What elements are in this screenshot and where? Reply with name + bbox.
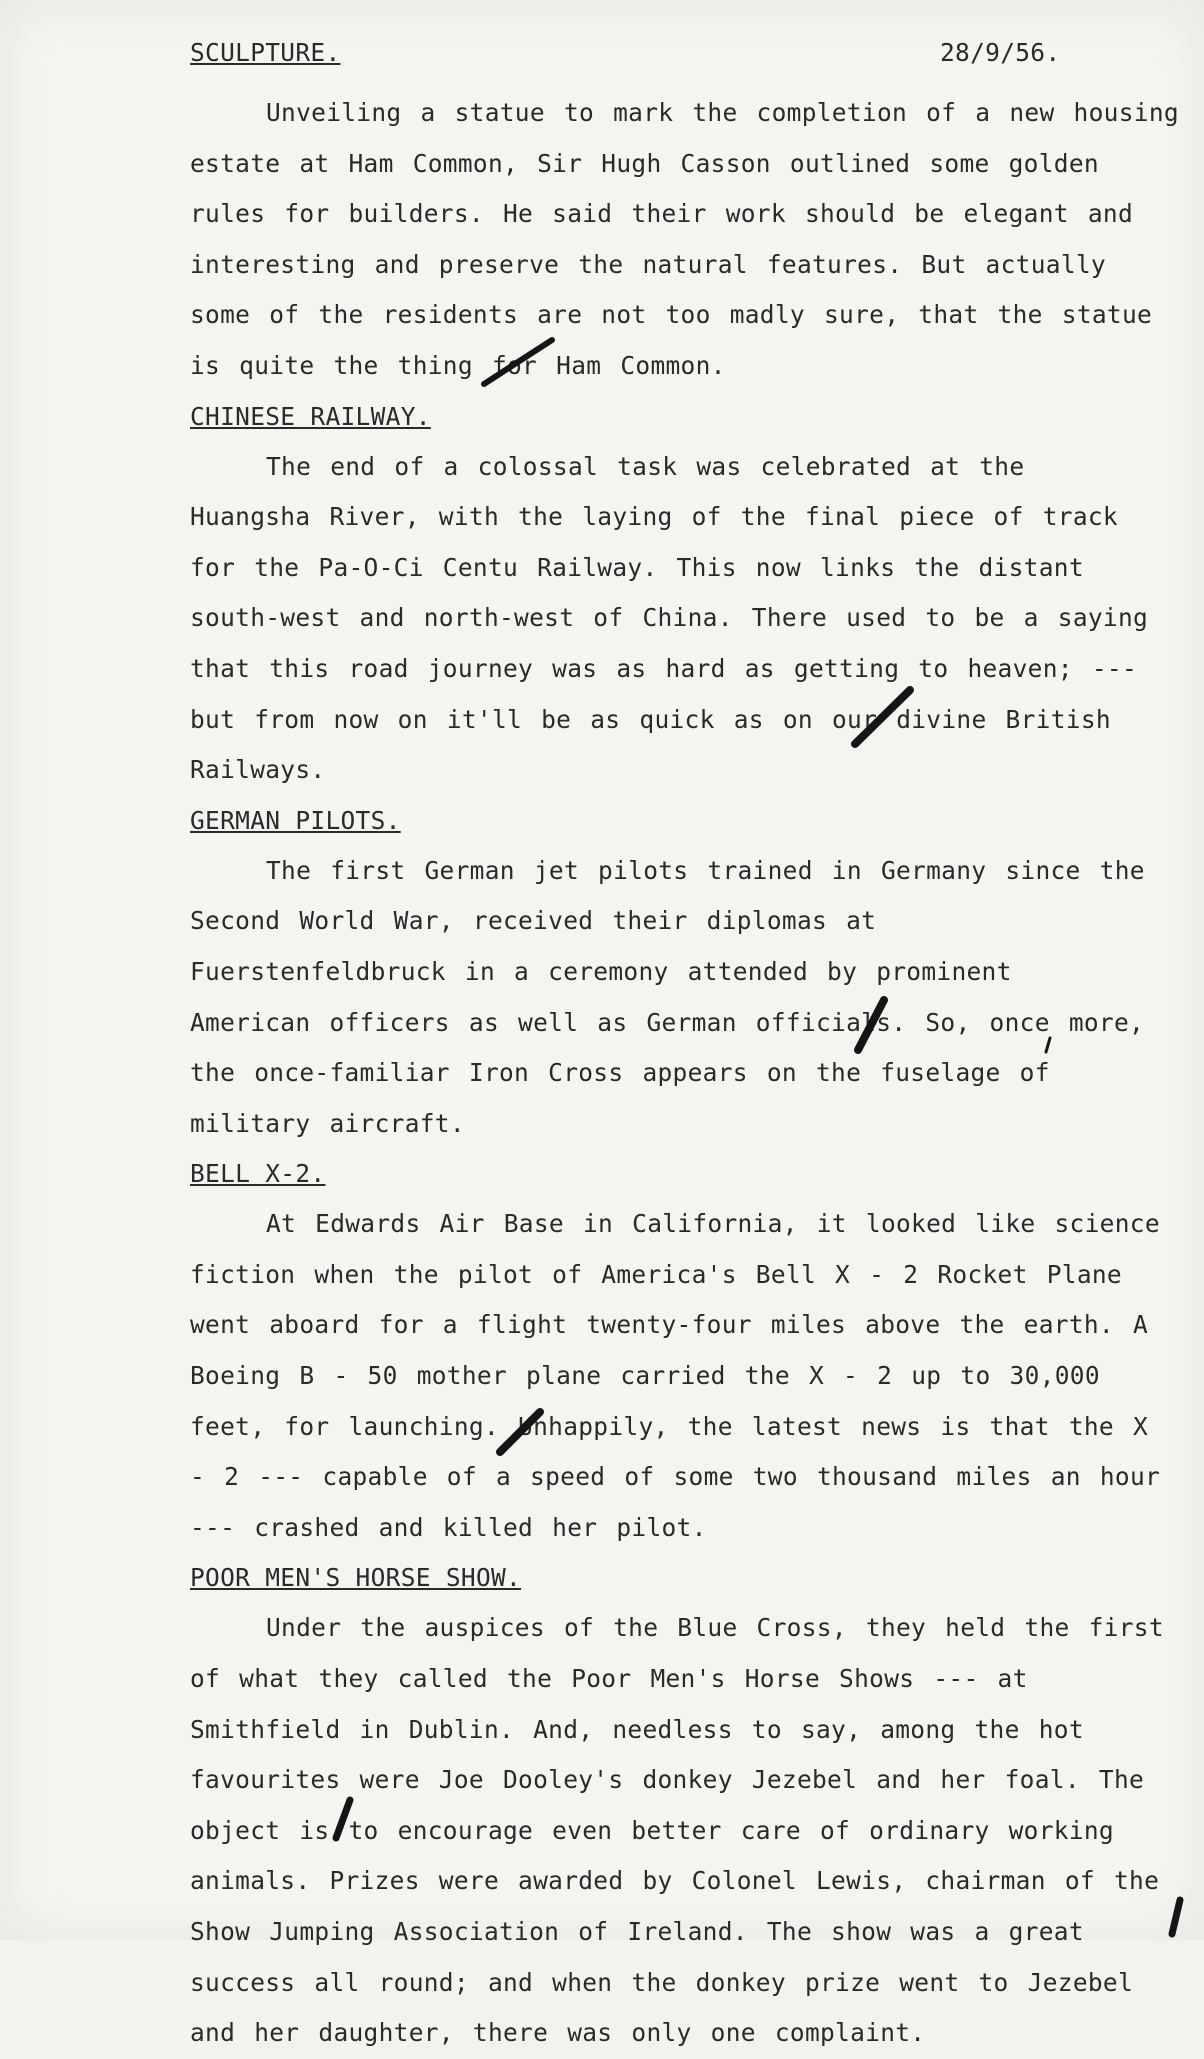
poor-mens-horse-show-paragraph: Under the auspices of the Blue Cross, they held the first of what they called the Poor Men's Horse Shows --- at Smithfield in Dublin. And, needless to say, among the hot favourites were Joe Dooley's donkey Jezebel and her foal. The object is to encourage even better care of ordinary working animals. Prizes were awarded by Colonel Lewis, chairman of the Show Jumping Association of Ireland. The show was a great success all round; and when the donkey prize went to Jezebel and her daughter, there was only one complaint. bbox=[190, 1613, 1164, 2048]
bell-x2-heading: BELL X-2. bbox=[190, 1159, 326, 1189]
chinese-railway-heading: CHINESE RAILWAY. bbox=[190, 401, 431, 431]
document-body bbox=[190, 38, 1180, 2059]
german-pilots-paragraph: The first German jet pilots trained in Germany since the Second World War, received their diplomas at Fuerstenfeldbruck in a ceremony attended by prominent American officers as well as German officials. So, once more, the once-familiar Iron Cross appears on the fuselage of military aircraft. bbox=[190, 855, 1145, 1138]
poor-mens-horse-show-heading: POOR MEN'S HORSE SHOW. bbox=[190, 1563, 522, 1593]
document-date: 28/9/56. bbox=[940, 38, 1061, 67]
sculpture-paragraph: Unveiling a statue to mark the completion of a new housing estate at Ham Common, Sir Hugh Casson outlined some golden rules for builders. He said their work should be elegant and interesting and preserve the natural features. But actually some of the residents are not too madly sure, that the statue is quite the thing for Ham Common. bbox=[190, 98, 1179, 380]
bell-x2-paragraph: At Edwards Air Base in California, it looked like science fiction when the pilot of America's Bell X - 2 Rocket Plane went aboard for a flight twenty-four miles above the earth. A Boeing B - 50 mother plane carried the X - 2 up to 30,000 feet, for launching. Unhappily, the latest news is that the X - 2 --- capable of a speed of some two thousand miles an hour --- crashed and killed her pilot. bbox=[190, 1209, 1161, 1542]
german-pilots-heading: GERMAN PILOTS. bbox=[190, 805, 401, 835]
document-title: SCULPTURE. bbox=[190, 38, 341, 67]
document-header bbox=[190, 38, 1180, 88]
chinese-railway-paragraph: The end of a colossal task was celebrated at the Huangsha River, with the laying of the final piece of track for the Pa-O-Ci Centu Railway. This now links the distant south-west and north-west of China. There used to be a saying that this road journey was as hard as getting to heaven; --- but from now on it'll be as quick as on our divine British Railways. bbox=[190, 451, 1149, 785]
